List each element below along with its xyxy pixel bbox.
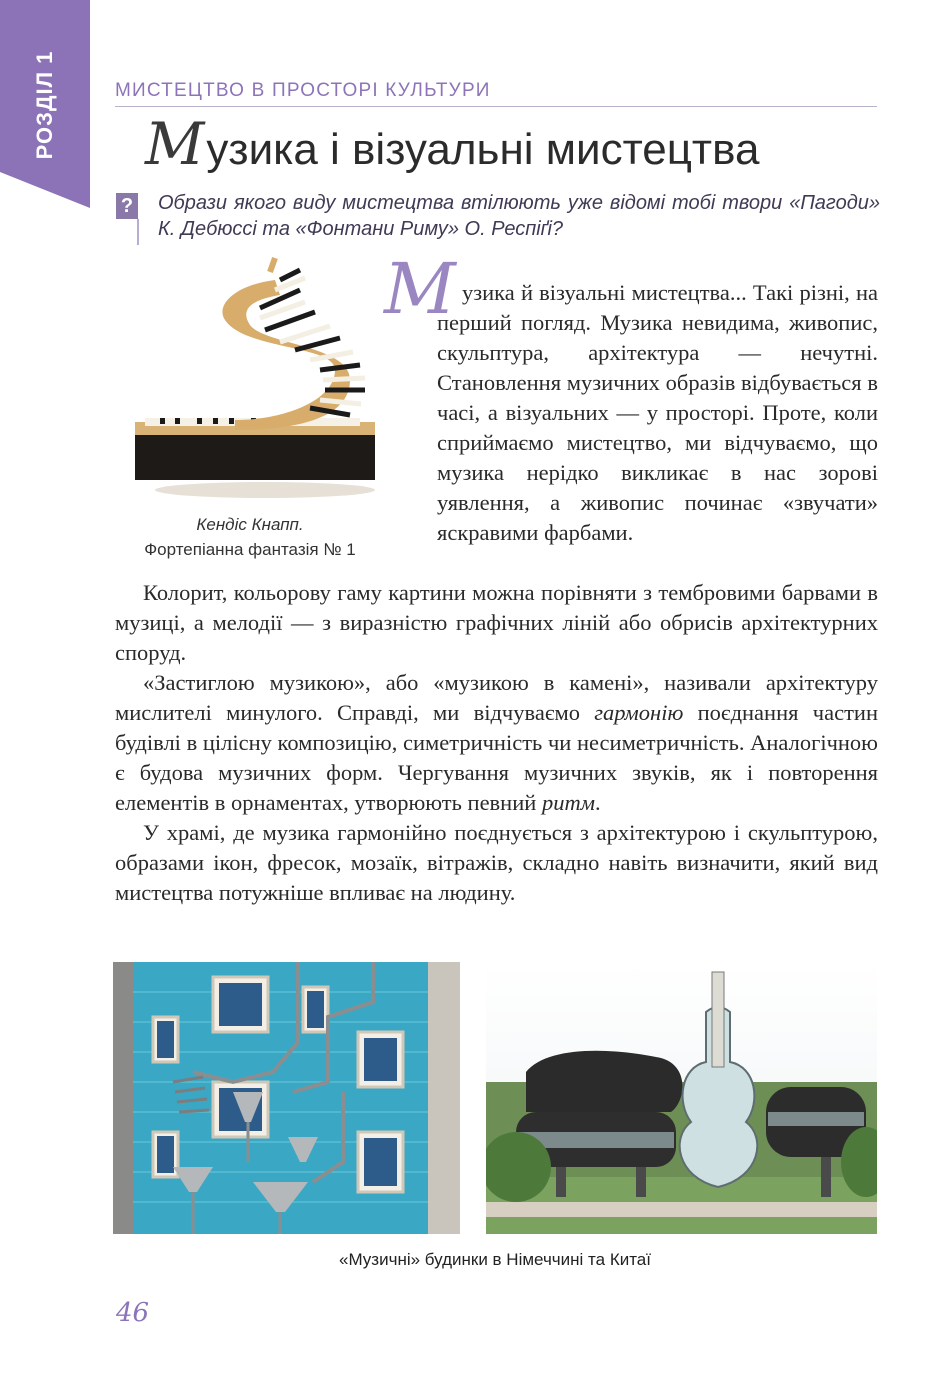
paragraph-2-part-b: поєднання частин будівлі в цілісну композицію, симетричність чи несиметричність. Аналогічною є будова музичних форм. Чергування музичних звуків, як і повторення елементів в орнаментах, утворюють певний	[115, 700, 878, 815]
piano-sculpture-photo	[125, 250, 375, 500]
section-header: МИСТЕЦТВО В ПРОСТОРІ КУЛЬТУРИ	[115, 80, 877, 107]
paragraph-1: Колорит, кольорову гаму картини можна порівняти з тембровими барвами в музиці, а мелодії — з виразністю графічних ліній або обрисів архітектурних споруд.	[115, 580, 878, 665]
chapter-tab-label: РОЗДІЛ 1	[32, 50, 57, 160]
intro-drop-letter: М	[384, 248, 456, 330]
question-bar	[137, 219, 139, 245]
paragraph-2	[115, 668, 878, 818]
paragraph-2-part-a: «Застиглою музикою», або «музикою в камені», називали архітектуру мислителі минулого. Справді, ми відчуваємо	[115, 670, 878, 725]
question-text: Образи якого виду мистецтва втілюють уже відомі тобі твори «Пагоди» К. Дебюссі та «Фонтани Риму» О. Респіґі?	[158, 192, 880, 240]
title-first-letter: М	[145, 110, 205, 178]
figure2-caption: «Музичні» будинки в Німеччині та Китаї	[339, 1250, 651, 1269]
intro-paragraph: узика й візуальні мистецтва... Такі різні, на перший погляд. Музика невидима, живопис, скульптура, архітектура — нечутні. Становлення музичних образів відбувається в часі, а візуальних — у просторі. Проте, коли сприймаємо мистецтво, ми відчуваємо, що музика нерідко викликає в нас зорові уявлення, а живопис починає «звучати» яскравими фарбами.	[437, 280, 878, 545]
page-number: 46	[116, 1298, 150, 1328]
title-rest: узика і візуальні мистецтва	[206, 125, 760, 174]
body-text	[115, 578, 878, 908]
figure1-author: Кендіс Кнапп.	[196, 515, 304, 534]
china-piano-violin-house-photo	[486, 962, 877, 1234]
term-harmony: гармонію	[594, 700, 684, 725]
paragraph-2-part-c: .	[595, 790, 601, 815]
figure1-title: Фортепіанна фантазія № 1	[144, 540, 356, 559]
figure1-caption	[105, 512, 395, 562]
page-title	[145, 110, 885, 180]
germany-music-house-photo	[113, 962, 460, 1234]
question-icon: ?	[116, 193, 138, 219]
term-rhythm: ритм	[541, 790, 596, 815]
paragraph-3: У храмі, де музика гармонійно поєднується з архітектурою і скульптурою, образами ікон, фресок, мозаїк, вітражів, складно навіть визначити, який вид мистецтва потужніше впливає на людину.	[115, 820, 878, 905]
chapter-tab	[0, 0, 90, 208]
